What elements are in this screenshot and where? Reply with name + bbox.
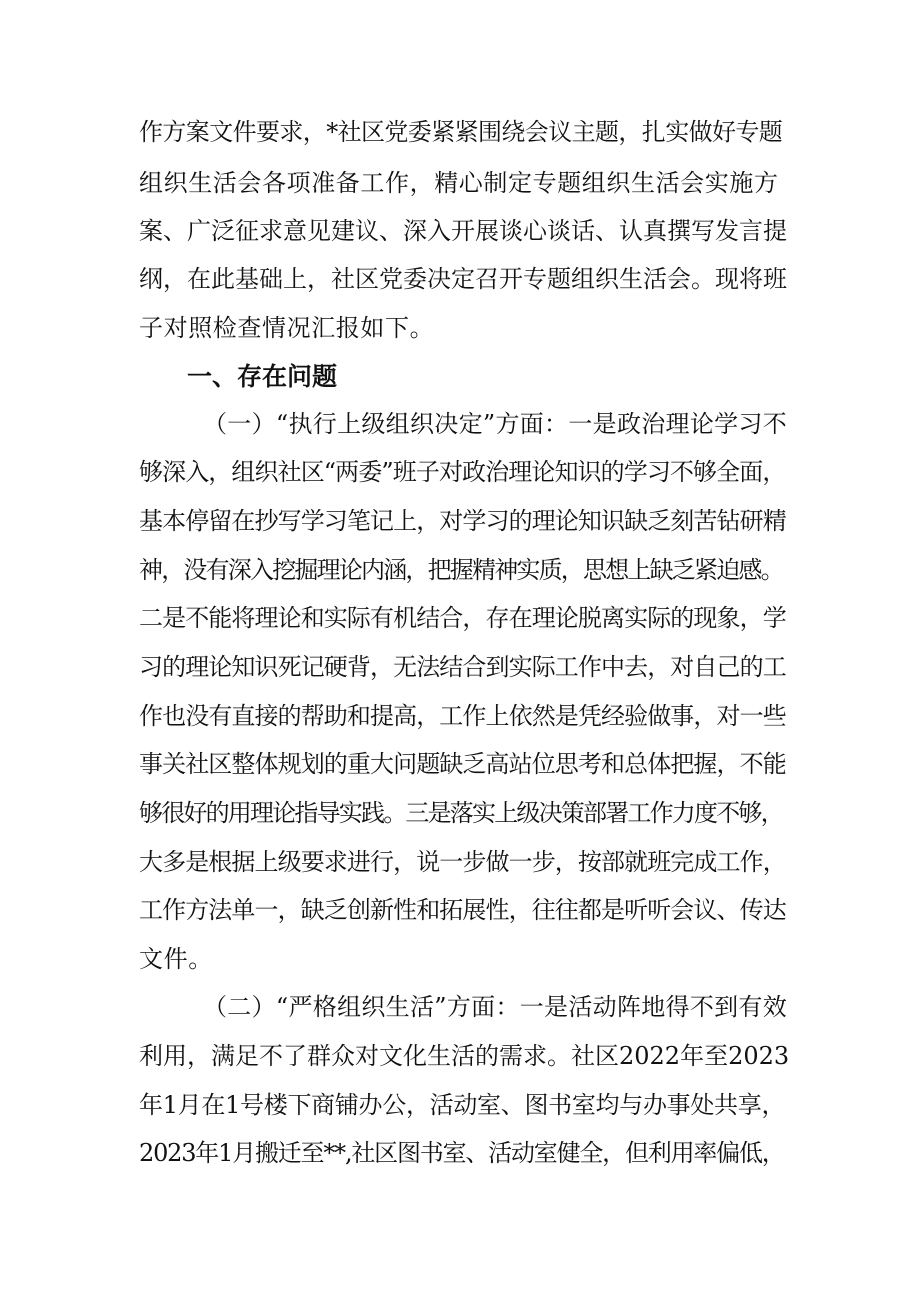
section-heading: 一、存在问题 [187, 362, 338, 391]
text-line: 纲，在此基础上，社区党委决定召开专题组织生活会。现将班 [139, 265, 787, 293]
text-line: 事关社区整体规划的重大问题缺乏高站位思考和总体把握，不能 [139, 750, 786, 778]
text-line: （一）“执行上级组织决定”方面：一是政治理论学习不 [203, 410, 788, 438]
text-line: 文件。 [139, 945, 213, 973]
text-line: 年1月在1号楼下商铺办公，活动室、图书室均与办事处共享， [139, 1091, 786, 1119]
text-line: 二是不能将理论和实际有机结合，存在理论脱离实际的现象，学 [139, 604, 786, 632]
text-line: （二）“严格组织生活”方面：一是活动阵地得不到有效 [203, 993, 788, 1021]
text-line: 神，没有深入挖掘理论内涵，把握精神实质，思想上缺乏紧迫感。 [139, 556, 783, 584]
text-line: 作方案文件要求，*社区党委紧紧围绕会议主题，扎实做好专题 [139, 118, 783, 146]
text-line: 大多是根据上级要求进行，说一步做一步，按部就班完成工作， [139, 848, 786, 876]
text-line: 组织生活会各项准备工作，精心制定专题组织生活会实施方 [139, 169, 779, 197]
text-line: 案、广泛征求意见建议、深入开展谈心谈话、认真撰写发言提 [139, 217, 787, 245]
text-line: 利用，满足不了群众对文化生活的需求。社区2022年至2023 [139, 1042, 790, 1070]
text-line: 2023年1月搬迁至**,社区图书室、活动室健全，但利用率偏低， [139, 1139, 785, 1167]
text-line: 工作方法单一，缺乏创新性和拓展性，往往都是听听会议、传达 [139, 896, 786, 924]
text-line: 子对照检查情况汇报如下。 [139, 314, 435, 342]
text-line: 基本停留在抄写学习笔记上，对学习的理论知识缺乏刻苦钻研精 [139, 507, 786, 535]
text-line: 习的理论知识死记硬背，无法结合到实际工作中去，对自己的工 [139, 653, 786, 681]
text-line: 作也没有直接的帮助和提高，工作上依然是凭经验做事，对一些 [139, 702, 786, 730]
text-line: 够深入，组织社区“两委”班子对政治理论知识的学习不够全面， [139, 458, 786, 486]
text-line: 够很好的用理论指导实践。三是落实上级决策部署工作力度不够， [139, 799, 783, 827]
